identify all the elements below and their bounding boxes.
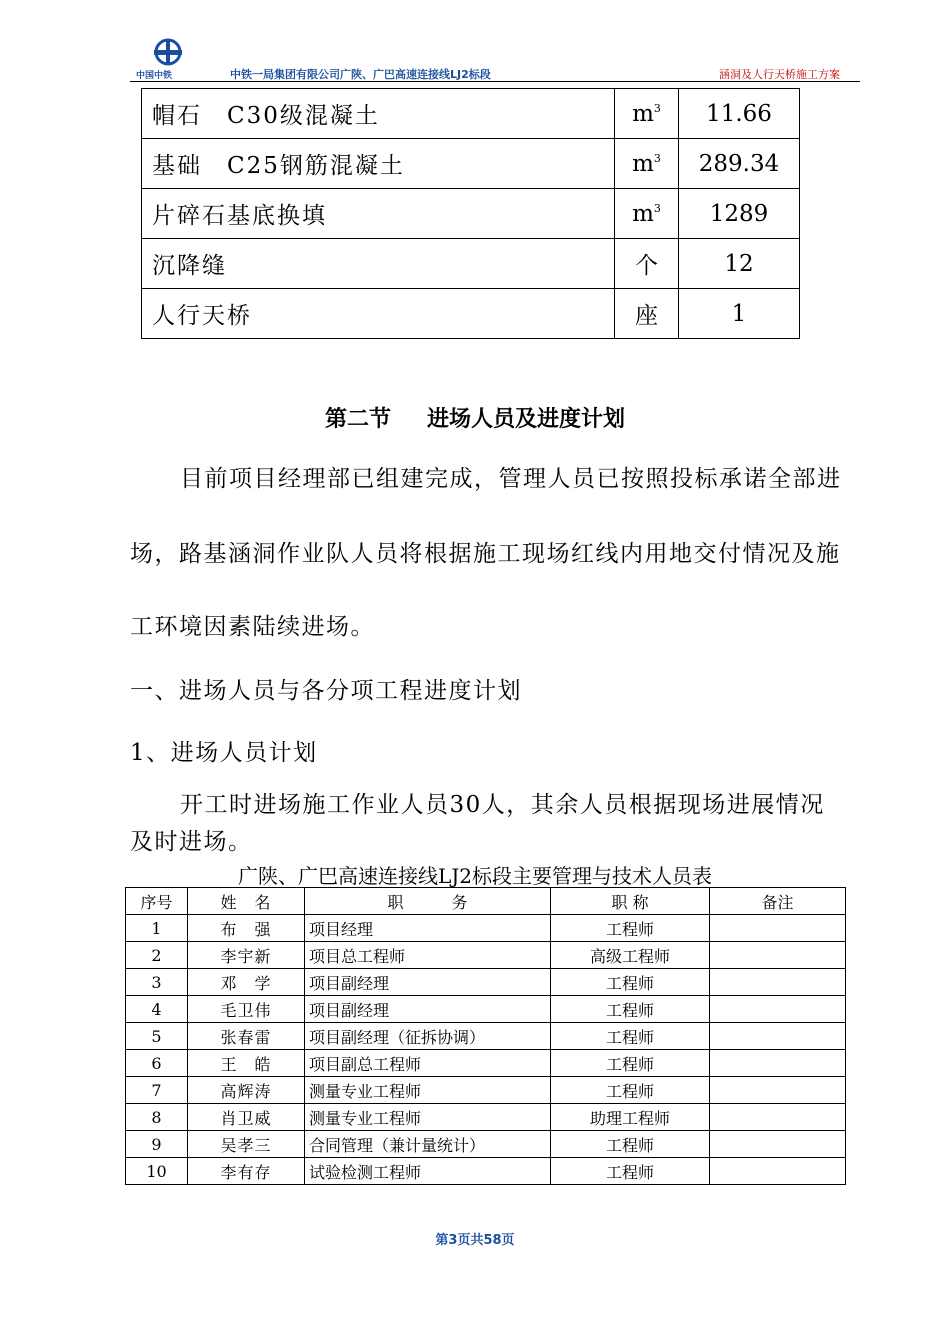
item-cell: 人行天桥: [142, 289, 615, 339]
title-cell: 工程师: [551, 1023, 710, 1050]
table-row: [126, 1158, 846, 1185]
no-cell: 10: [126, 1158, 188, 1185]
paragraph-line: 场，路基涵洞作业队人员将根据施工现场红线内用地交付情况及施: [130, 541, 841, 567]
header-divider: [130, 81, 860, 82]
title-cell: 工程师: [551, 1158, 710, 1185]
no-cell: 6: [126, 1050, 188, 1077]
table-row: [142, 189, 800, 239]
header-title: 职 称: [551, 888, 710, 915]
name-cell: 肖卫威: [188, 1104, 305, 1131]
job-cell: 合同管理（兼计量统计）: [305, 1131, 551, 1158]
name-cell: 邓 学: [188, 969, 305, 996]
page-footer: 第3页共58页: [435, 1233, 515, 1248]
unit-cell: [615, 289, 679, 339]
remark-cell: [710, 969, 846, 996]
header-no: 序号: [126, 888, 188, 915]
job-cell: 项目总工程师: [305, 942, 551, 969]
paragraph-line: 及时进场。: [130, 829, 253, 855]
unit-text: 个: [635, 253, 658, 279]
unit-text: m: [632, 150, 654, 177]
item-cell: 帽石 C30级混凝土: [142, 89, 615, 139]
job-cell: 项目副总工程师: [305, 1050, 551, 1077]
title-cell: 工程师: [551, 1131, 710, 1158]
name-cell: 高辉涛: [188, 1077, 305, 1104]
title-cell: 工程师: [551, 915, 710, 942]
job-cell: 测量专业工程师: [305, 1077, 551, 1104]
logo-text: 中国中铁: [136, 71, 173, 81]
unit-superscript: 3: [653, 201, 661, 215]
title-cell: 工程师: [551, 996, 710, 1023]
section-heading: 进场人员及进度计划: [427, 407, 626, 432]
remark-cell: [710, 1104, 846, 1131]
title-cell: 助理工程师: [551, 1104, 710, 1131]
unit-text: m: [632, 200, 654, 227]
quantity-cell: 1289: [679, 189, 800, 239]
name-cell: 李有存: [188, 1158, 305, 1185]
no-cell: 5: [126, 1023, 188, 1050]
quantity-cell: 1: [679, 289, 800, 339]
no-cell: 9: [126, 1131, 188, 1158]
header-remark: 备注: [710, 888, 846, 915]
table-header-row: [126, 888, 846, 915]
no-cell: 1: [126, 915, 188, 942]
title-cell: 高级工程师: [551, 942, 710, 969]
personnel-table-title: 广陕、广巴高速连接线LJ2标段主要管理与技术人员表: [237, 864, 713, 888]
name-cell: 毛卫伟: [188, 996, 305, 1023]
remark-cell: [710, 1023, 846, 1050]
company-logo-icon: [148, 38, 188, 68]
item-cell: 片碎石基底换填: [142, 189, 615, 239]
table-row: [126, 1023, 846, 1050]
header-company: 中铁一局集团有限公司广陕、广巴高速连接线LJ2标段: [230, 68, 491, 81]
remark-cell: [710, 996, 846, 1023]
name-cell: 李宇新: [188, 942, 305, 969]
name-cell: 布 强: [188, 915, 305, 942]
table-row: [126, 1077, 846, 1104]
unit-cell: [615, 89, 679, 139]
table-row: [142, 289, 800, 339]
quantity-cell: 12: [679, 239, 800, 289]
table-row: [142, 89, 800, 139]
quantity-table: [141, 88, 800, 339]
remark-cell: [710, 1131, 846, 1158]
remark-cell: [710, 1050, 846, 1077]
name-cell: 张春雷: [188, 1023, 305, 1050]
paragraph-line: 目前项目经理部已组建完成，管理人员已按照投标承诺全部进: [180, 466, 842, 492]
unit-cell: [615, 189, 679, 239]
unit-superscript: 3: [653, 101, 661, 115]
no-cell: 3: [126, 969, 188, 996]
table-row: [126, 1104, 846, 1131]
job-cell: 项目副经理（征拆协调）: [305, 1023, 551, 1050]
job-cell: 项目经理: [305, 915, 551, 942]
table-row: [126, 942, 846, 969]
title-cell: 工程师: [551, 1050, 710, 1077]
remark-cell: [710, 915, 846, 942]
paragraph-line: 开工时进场施工作业人员30人，其余人员根据现场进展情况: [180, 792, 825, 818]
paragraph-line: 工环境因素陆续进场。: [130, 614, 375, 640]
title-cell: 工程师: [551, 969, 710, 996]
page-header: [130, 38, 860, 82]
name-cell: 吴孝三: [188, 1131, 305, 1158]
unit-text: m: [632, 100, 654, 127]
table-row: [142, 239, 800, 289]
no-cell: 4: [126, 996, 188, 1023]
item-cell: 基础 C25钢筋混凝土: [142, 139, 615, 189]
table-row: [126, 1131, 846, 1158]
personnel-table: [125, 887, 846, 1185]
header-doc-title: 涵洞及人行天桥施工方案: [719, 68, 840, 81]
unit-text: 座: [635, 303, 658, 329]
subheading: 1、进场人员计划: [130, 740, 318, 766]
unit-cell: [615, 139, 679, 189]
name-cell: 王 皓: [188, 1050, 305, 1077]
section-title: [0, 402, 950, 433]
table-row: [126, 996, 846, 1023]
item-cell: 沉降缝: [142, 239, 615, 289]
table-row: [126, 969, 846, 996]
header-job: 职 务: [305, 888, 551, 915]
remark-cell: [710, 1077, 846, 1104]
header-name: 姓 名: [188, 888, 305, 915]
remark-cell: [710, 942, 846, 969]
job-cell: 试验检测工程师: [305, 1158, 551, 1185]
subheading: 一、进场人员与各分项工程进度计划: [130, 678, 522, 704]
remark-cell: [710, 1158, 846, 1185]
section-number: 第二节: [324, 407, 391, 432]
quantity-cell: 289.34: [679, 139, 800, 189]
table-row: [126, 1050, 846, 1077]
table-row: [126, 915, 846, 942]
title-cell: 工程师: [551, 1077, 710, 1104]
job-cell: 项目副经理: [305, 969, 551, 996]
unit-superscript: 3: [653, 151, 661, 165]
job-cell: 项目副经理: [305, 996, 551, 1023]
no-cell: 8: [126, 1104, 188, 1131]
no-cell: 7: [126, 1077, 188, 1104]
unit-cell: [615, 239, 679, 289]
table-row: [142, 139, 800, 189]
job-cell: 测量专业工程师: [305, 1104, 551, 1131]
quantity-cell: 11.66: [679, 89, 800, 139]
no-cell: 2: [126, 942, 188, 969]
